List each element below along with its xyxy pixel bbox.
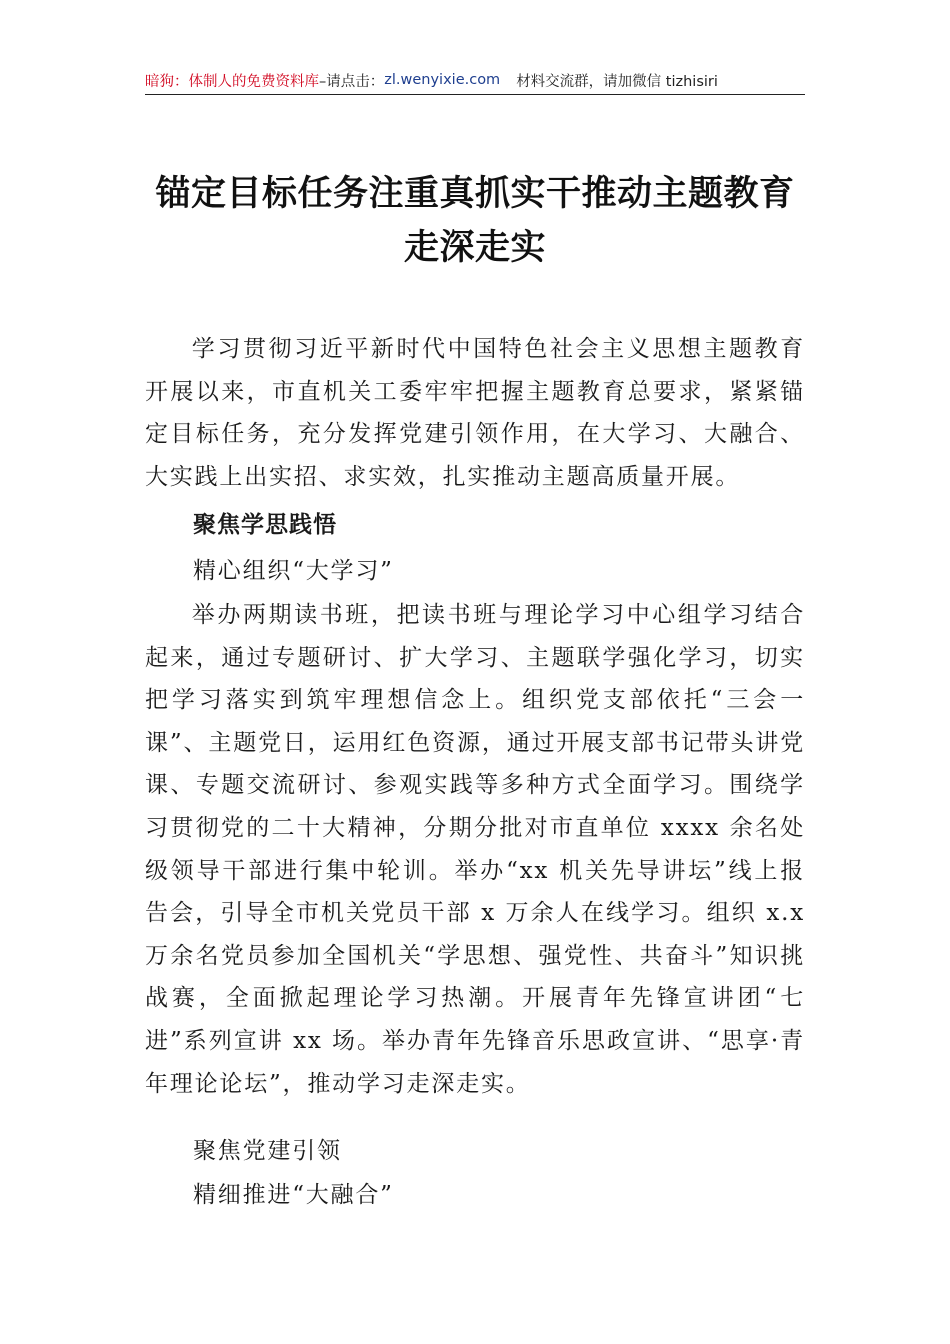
page-header [145, 66, 805, 94]
header-divider [145, 94, 805, 95]
header-wechat-note: 材料交流群，请加微信 tizhisiri [516, 73, 718, 90]
section1-paragraph [145, 594, 805, 1105]
section1-heading: 聚焦学思践悟 [193, 512, 337, 538]
document-title-line1: 锚定目标任务注重真抓实干推动主题教育 [155, 173, 795, 214]
intro-text: 学习贯彻习近平新时代中国特色社会主义思想主题教育开展以来，市直机关工委牢牢把握主题教育总要求，紧紧锚定目标任务，充分发挥党建引领作用，在大学习、大融合、大实践上出实招、求实效，扎实推动主题高质量开展。 [145, 336, 805, 490]
section1-body-text: 举办两期读书班，把读书班与理论学习中心组学习结合起来，通过专题研讨、扩大学习、主题联学强化学习，切实把学习落实到筑牢理想信念上。组织党支部依托“三会一课”、主题党日，运用红色资源，通过开展支部书记带头讲党课、专题交流研讨、参观实践等多种方式全面学习。围绕学习贯彻党的二十大精神，分期分批对市直单位 xxxx 余名处级领导干部进行集中轮训。举办“xx 机关先导讲坛”线上报告会，引导全市机关党员干部 x 万余人在线学习。组织 x.x 万余名党员参加全国机关“学思想、强党性、共奋斗”知识挑战赛，全面掀起理论学习热潮。开展青年先锋宣讲团“七进”系列宣讲 xx 场。举办青年先锋音乐思政宣讲、“思享·青年理论论坛”，推动学习走深走实。 [145, 602, 805, 1097]
intro-paragraph [145, 328, 805, 498]
header-click-prefix: –请点击： [319, 73, 385, 90]
document-title-line2: 走深走实 [403, 227, 546, 268]
header-url-link[interactable]: zl.wenyixie.com [384, 72, 501, 88]
section2-heading: 聚焦党建引领 [193, 1138, 342, 1164]
section1-subheading: 精心组织“大学习” [193, 558, 394, 584]
section2-subheading: 精细推进“大融合” [193, 1182, 394, 1208]
header-brand: 暗狗：体制人的免费资料库 [145, 73, 319, 90]
